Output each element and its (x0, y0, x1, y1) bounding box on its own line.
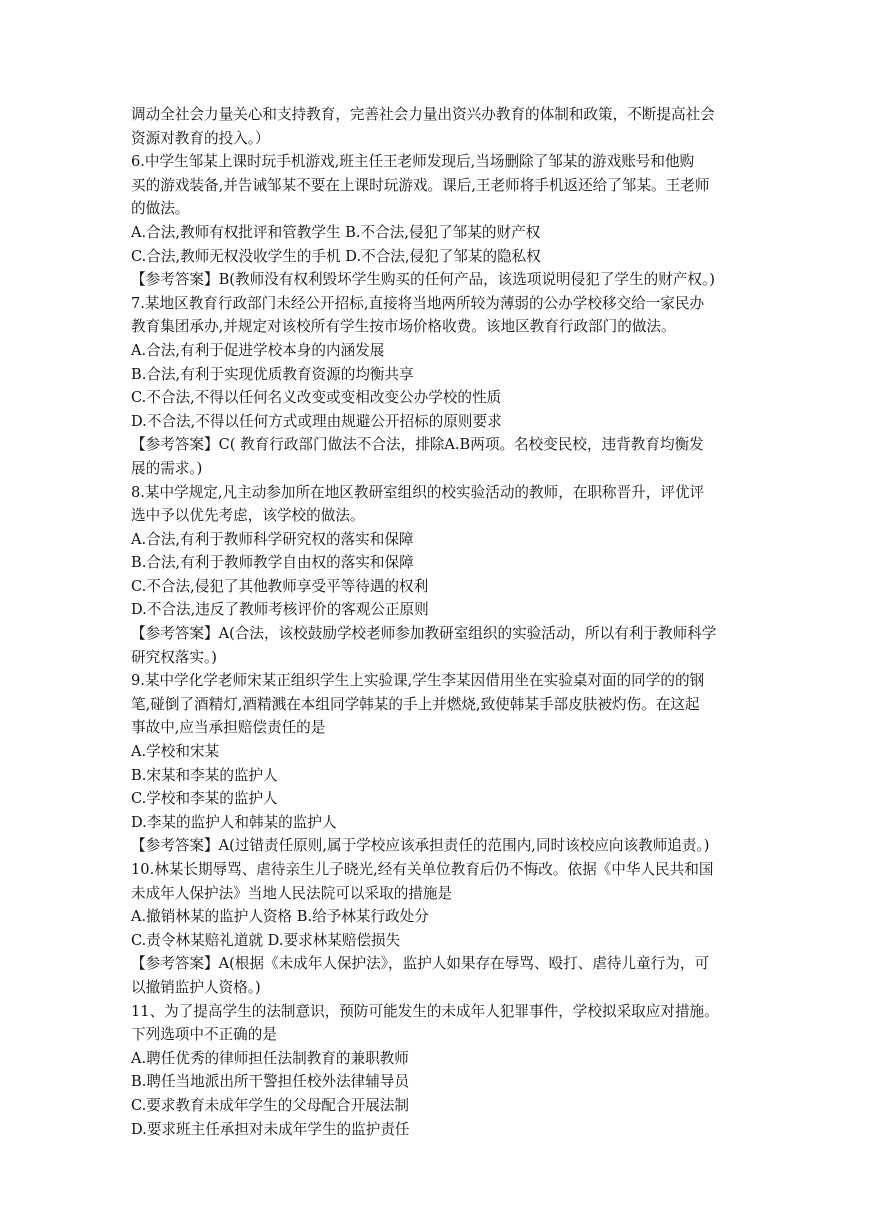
text-line: C.不合法,不得以任何名义改变或变相改变公办学校的性质 (131, 389, 502, 407)
text-line: 7.某地区教育行政部门未经公开招标,直接将当地两所较为薄弱的公办学校移交给一家民办 (131, 294, 705, 312)
text-line: 未成年人保护法》当地人民法院可以采取的措施是 (131, 884, 453, 902)
text-line: 6.中学生邹某上课时玩手机游戏,班主任王老师发现后,当场删除了邹某的游戏账号和他购 (131, 153, 695, 171)
text-line: 事故中,应当承担赔偿责任的是 (131, 719, 326, 737)
text-line: 【参考答案】A(根据《未成年人保护法》，监护人如果存在辱骂、殴打、虐待儿童行为，可 (131, 955, 710, 973)
text-line: 11、为了提高学生的法制意识，预防可能发生的未成年人犯罪事件，学校拟采取应对措施。 (131, 1002, 719, 1020)
text-line: A.学校和宋某 (131, 743, 220, 761)
text-line: B.合法,有利于教师教学自由权的落实和保障 (131, 554, 414, 572)
text-line: B.合法,有利于实现优质教育资源的均衡共享 (131, 365, 414, 383)
text-line: 10.林某长期辱骂、虐待亲生儿子晓光,经有关单位教育后仍不悔改。依据《中华人民共和国 (131, 861, 714, 878)
text-line: C.合法,教师无权没收学生的手机 D.不合法,侵犯了邹某的隐私权 (131, 247, 541, 265)
text-line: A.合法,有利于教师科学研究权的落实和保障 (131, 530, 414, 548)
text-line: C.学校和李某的监护人 (131, 790, 278, 808)
text-line: A.聘任优秀的律师担任法制教育的兼职教师 (131, 1049, 409, 1067)
text-line: A.撤销林某的监护人资格 B.给予林某行政处分 (131, 908, 429, 926)
text-line: D.要求班主任承担对未成年学生的监护责任 (131, 1120, 410, 1138)
text-line: 笔,碰倒了酒精灯,酒精溅在本组同学韩某的手上并燃烧,致使韩某手部皮肤被灼伤。在这起 (131, 695, 700, 713)
text-line: 【参考答案】C( 教育行政部门做法不合法，排除A.B两项。名校变民校，违背教育均衡发 (131, 436, 704, 454)
text-line: 选中予以优先考虑，该学校的做法。 (131, 507, 365, 525)
text-line: A.合法,有利于促进学校本身的内涵发展 (131, 341, 385, 359)
text-line: 8.某中学规定,凡主动参加所在地区教研室组织的校实验活动的教师，在职称晋升，评优评 (131, 483, 705, 501)
text-line: D.不合法,违反了教师考核评价的客观公正原则 (131, 601, 429, 619)
text-line: 教育集团承办,并规定对该校所有学生按市场价格收费。该地区教育行政部门的做法。 (131, 318, 676, 336)
text-line: 调动全社会力量关心和支持教育，完善社会力量出资兴办教育的体制和政策，不断提高社会 (131, 106, 715, 123)
text-line: B.聘任当地派出所干警担任校外法律辅导员 (131, 1073, 410, 1091)
text-line: 9.某中学化学老师宋某正组织学生上实验课,学生李某因借用坐在实验桌对面的同学的的钢 (131, 672, 705, 690)
text-line: A.合法,教师有权批评和管教学生 B.不合法,侵犯了邹某的财产权 (131, 223, 541, 241)
text-line: 【参考答案】A(合法，该校鼓励学校老师参加教研室组织的实验活动，所以有利于教师科学 (131, 625, 717, 643)
text-line: 下列选项中不正确的是 (131, 1026, 277, 1044)
text-line: 【参考答案】A(过错责任原则,属于学校应该承担责任的范围内,同时该校应向该教师追责。) (131, 837, 710, 855)
text-line: 以撤销监护人资格。) (131, 978, 261, 996)
text-line: 展的需求。) (131, 459, 203, 477)
text-line: C.责令林某赔礼道就 D.要求林某赔偿损失 (131, 931, 401, 949)
text-line: C.不合法,侵犯了其他教师享受平等待遇的权利 (131, 577, 429, 595)
text-line: D.李某的监护人和韩某的监护人 (131, 813, 337, 831)
text-line: B.宋某和李某的监护人 (131, 766, 278, 784)
text-line: D.不合法,不得以任何方式或理由规避公开招标的原则要求 (131, 412, 502, 430)
text-line: 研究权落实。) (131, 648, 217, 666)
text-line: 【参考答案】B(教师没有权利毁坏学生购买的任何产品，该选项说明侵犯了学生的财产权。) (131, 271, 715, 289)
text-line: 的做法。 (131, 200, 190, 218)
text-line: C.要求教育未成年学生的父母配合开展法制 (131, 1096, 409, 1114)
text-line: 买的游戏装备,并告诫邹某不要在上课时玩游戏。课后,王老师将手机返还给了邹某。王老师 (131, 176, 710, 194)
document-body (131, 103, 743, 1141)
text-line: 资源对教育的投入。） (131, 129, 270, 147)
